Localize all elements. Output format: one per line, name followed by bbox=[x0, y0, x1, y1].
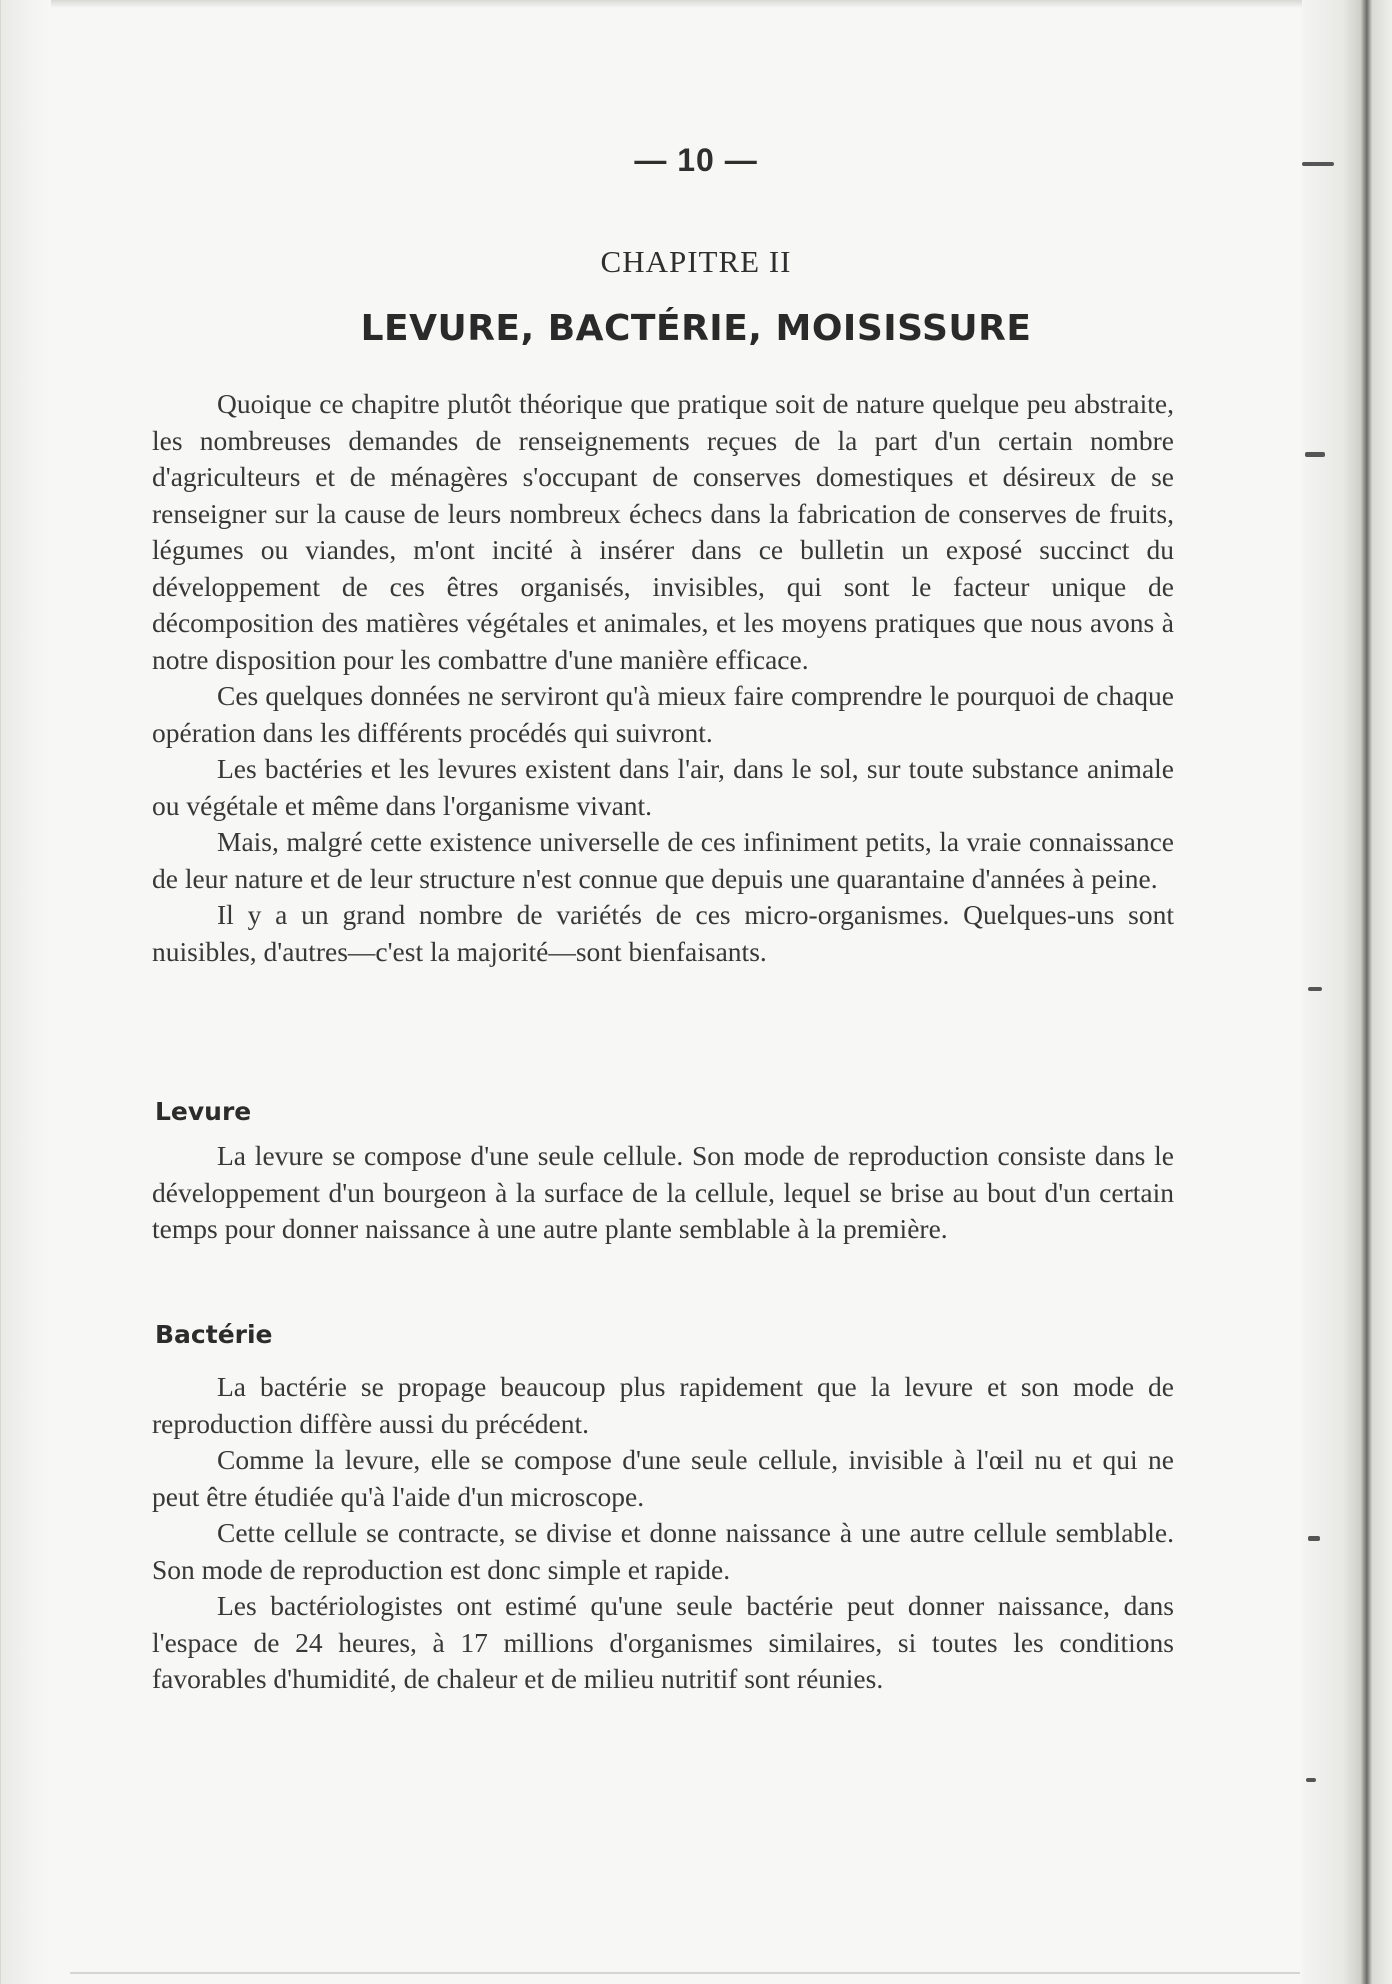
section-heading-bacterie: Bactérie bbox=[155, 1320, 273, 1349]
page-title: LEVURE, BACTÉRIE, MOISISSURE bbox=[360, 308, 1032, 349]
paragraph: Quoique ce chapitre plutôt théorique que pratique soit de nature quelque peu abstraite, les nombreuses demandes de renseignements reçues de la part d'un certain nombre d'agriculteurs et de ménagères s'occupant de conserves domestiques et désireux de se renseigner sur la cause de leurs nombreux échecs dans la fabrication de conserves de fruits, légumes ou viandes, m'ont incité à insérer dans ce bulletin un exposé succinct du développement de ces êtres organisés, invisibles, qui sont le facteur unique de décomposition des matières végétales et animales, et les moyens pratiques que nous avons à notre disposition pour les combattre d'une manière efficace. bbox=[152, 388, 1174, 675]
paragraph: Il y a un grand nombre de variétés de ces micro-organismes. Quelques-uns sont nuisibles, d'autres—c'est la majorité—sont bienfaisants. bbox=[152, 899, 1174, 967]
page-bottom-line bbox=[70, 1972, 1300, 1974]
section-heading-levure: Levure bbox=[155, 1097, 252, 1126]
intro-section bbox=[152, 386, 1174, 970]
bacterie-section bbox=[152, 1369, 1174, 1698]
paragraph: La bactérie se propage beaucoup plus rapidement que la levure et son mode de reproduction diffère aussi du précédent. bbox=[152, 1371, 1174, 1439]
paragraph: Les bactéries et les levures existent dans l'air, dans le sol, sur toute substance animale ou végétale et même dans l'organisme vivant. bbox=[152, 753, 1174, 821]
scan-speck bbox=[1305, 452, 1325, 457]
page-left-margin-shadow bbox=[0, 0, 51, 1984]
paragraph: Cette cellule se contracte, se divise et donne naissance à une autre cellule semblable. Son mode de reproduction est donc simple et rapide. bbox=[152, 1517, 1174, 1585]
scan-speck bbox=[1308, 1536, 1320, 1541]
paragraph: Les bactériologistes ont estimé qu'une seule bactérie peut donner naissance, dans l'espace de 24 heures, à 17 millions d'organismes similaires, si toutes les conditions favorables d'humidité, de chaleur et de milieu nutritif sont réunies. bbox=[152, 1590, 1174, 1694]
page-binding-edge bbox=[1302, 0, 1392, 1984]
page-top-edge bbox=[0, 0, 1392, 8]
scan-speck bbox=[1308, 987, 1322, 991]
levure-section bbox=[152, 1138, 1174, 1248]
paragraph: Mais, malgré cette existence universelle de ces infiniment petits, la vraie connaissance de leur nature et de leur structure n'est connue que depuis une quarantaine d'années à peine. bbox=[152, 826, 1174, 894]
chapter-heading: CHAPITRE II bbox=[600, 244, 792, 279]
paragraph: Comme la levure, elle se compose d'une seule cellule, invisible à l'œil nu et qui ne peut être étudiée qu'à l'aide d'un microscope. bbox=[152, 1444, 1174, 1512]
scan-speck bbox=[1306, 1778, 1316, 1782]
paragraph: Ces quelques données ne serviront qu'à mieux faire comprendre le pourquoi de chaque opération dans les différents procédés qui suivront. bbox=[152, 680, 1174, 748]
page-number: — 10 — bbox=[634, 142, 758, 178]
paragraph: La levure se compose d'une seule cellule. Son mode de reproduction consiste dans le développement d'un bourgeon à la surface de la cellule, lequel se brise au bout d'un certain temps pour donner naissance à une autre plante semblable à la première. bbox=[152, 1140, 1174, 1244]
